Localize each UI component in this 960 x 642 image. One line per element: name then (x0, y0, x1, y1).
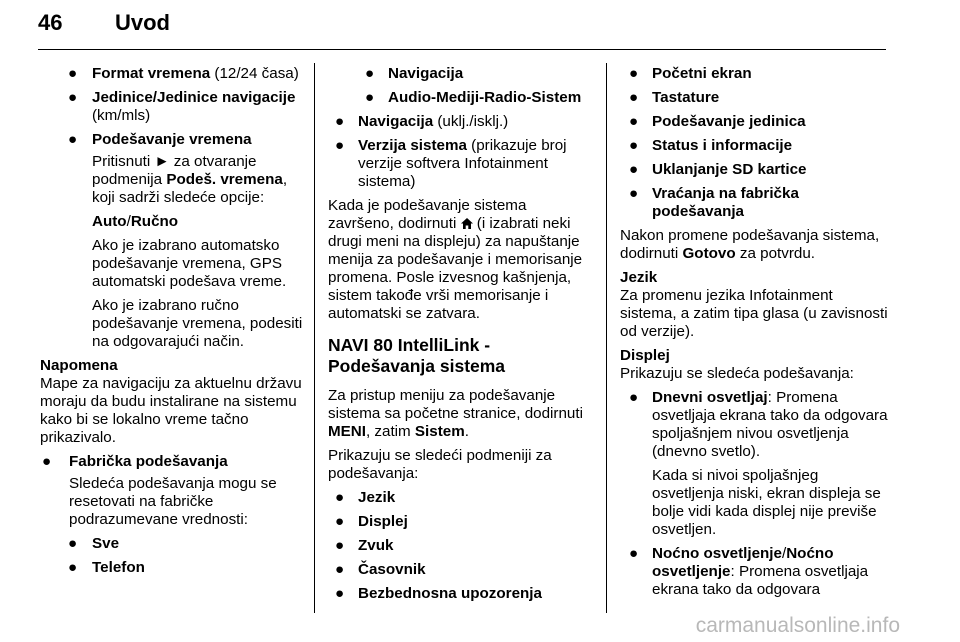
paragraph: Kada si nivoi spoljašnjeg osvetljenja niski, ekran displeja se bolje vidi kada displej nije previše osvetljen. (652, 467, 881, 538)
paragraph: Prikazuju se sledeći podmeniji za podešavanja: (328, 447, 552, 482)
subsection-title: Displej (620, 347, 670, 364)
option-manual: Ručno (130, 213, 179, 230)
bullet: ● (68, 131, 78, 148)
bullet: ● (42, 453, 52, 470)
list-item (40, 131, 306, 149)
bullet: ● (335, 585, 345, 602)
item-text: (km/mls) (92, 107, 151, 124)
text: za otvaranje podmenija (92, 153, 257, 188)
list-item (40, 89, 306, 125)
list-item (40, 535, 306, 553)
paragraph: Ako je izabrano ručno podešavanje vremena, podesiti na odgovarajući način. (92, 297, 303, 350)
bullet: ● (629, 545, 639, 562)
item-label: Jezik (358, 489, 396, 506)
paragraph: Prikazuju se sledeća podešavanja: (620, 365, 854, 382)
list-item (620, 161, 892, 179)
watermark: carmanualsonline.info (695, 614, 900, 637)
list-item (328, 489, 596, 507)
column-divider (314, 63, 315, 613)
note-text: Mape za navigaciju za aktuelnu državu moraju da budu instalirane na sistemu kako bi se lokalno vreme tačno prikazivalo. (40, 375, 302, 446)
column-2 (328, 65, 596, 609)
arrow-right-icon: ► (154, 153, 170, 170)
bullet: ● (68, 89, 78, 106)
item-label: Verzija sistema (358, 137, 467, 154)
item-label: Displej (358, 513, 408, 530)
bullet: ● (68, 535, 78, 552)
menu-name: Sistem (414, 423, 465, 440)
paragraph (328, 387, 596, 441)
item-text: (12/24 časa) (210, 65, 299, 82)
home-icon (461, 216, 473, 227)
column-divider (606, 63, 607, 613)
list-item (328, 585, 596, 603)
bullet: ● (68, 559, 78, 576)
list-item (620, 137, 892, 155)
item-text: (uklj./isklj.) (433, 113, 509, 130)
page-header (38, 5, 886, 50)
item-text: (prikazuje broj verzije softvera Infotainment sistema) (358, 137, 567, 190)
bullet: ● (629, 389, 639, 406)
list-item (620, 65, 892, 83)
item-label: Bezbednosna upozorenja (358, 585, 542, 602)
button-name: Gotovo (682, 245, 736, 262)
list-item (328, 89, 596, 107)
list-item (328, 513, 596, 531)
menu-name: MENI (328, 423, 366, 440)
text: (i izabrati neki drugi meni na displeju) za napuštanje menija za podešavanje i memorisanje promena. Posle izvesnog kašnjenja, sistem takođe vrši memorisanje i automatski se zatvara. (328, 215, 583, 322)
item-label: Status i informacije (652, 137, 793, 154)
item-label: Početni ekran (652, 65, 752, 82)
text: , zatim (365, 423, 415, 440)
list-item (328, 137, 596, 191)
column-1 (40, 65, 306, 583)
item-label: Zvuk (358, 537, 394, 554)
text: za potvrdu. (735, 245, 815, 262)
list-item (328, 65, 596, 83)
slash: / (126, 213, 131, 230)
item-label: Tastature (652, 89, 720, 106)
list-item (620, 89, 892, 107)
list-item (620, 113, 892, 131)
bullet: ● (629, 137, 639, 154)
bullet: ● (335, 513, 345, 530)
list-item (620, 185, 892, 221)
column-3 (620, 65, 892, 605)
bullet: ● (629, 113, 639, 130)
item-label: Noćno osvetljenje (652, 545, 834, 580)
list-item (40, 65, 306, 83)
item-label: Podešavanje jedinica (652, 113, 806, 130)
bullet: ● (335, 561, 345, 578)
list-item (328, 537, 596, 555)
item-label: Noćno osvetljenje (652, 545, 782, 562)
option-name (40, 213, 306, 231)
item-label: Vraćanja na fabrička podešavanja (652, 185, 799, 220)
item-label: Telefon (92, 559, 145, 576)
item-label: Audio-Mediji-Radio-Sistem (388, 89, 582, 106)
paragraph (40, 153, 306, 207)
item-label: Navigacija (358, 113, 434, 130)
item-label: Uklanjanje SD kartice (652, 161, 807, 178)
list-item (40, 559, 306, 577)
item-text: : Promena osvetljaja ekrana tako da odgovara spoljašnjem nivou osvetljenja (dnevno svetlo). (652, 389, 888, 460)
option-auto: Auto (92, 213, 127, 230)
list-item (620, 545, 892, 599)
bullet: ● (629, 65, 639, 82)
paragraph: Ako je izabrano automatsko podešavanje vremena, GPS automatski podešava vreme. (92, 237, 287, 290)
item-label: Sve (92, 535, 120, 552)
paragraph (620, 227, 892, 263)
text: . (464, 423, 469, 440)
item-label: Podešavanje vremena (92, 131, 252, 148)
item-label: Časovnik (358, 561, 426, 578)
item-label: Fabrička podešavanja (69, 453, 228, 470)
bullet: ● (365, 65, 375, 82)
list-item (620, 389, 892, 461)
bullet: ● (335, 489, 345, 506)
subsection-title: Jezik (620, 269, 658, 286)
paragraph: Sledeća podešavanja mogu se resetovati na fabričke podrazumevane vrednosti: (69, 475, 277, 528)
bullet: ● (629, 161, 639, 178)
bullet: ● (335, 113, 345, 130)
bullet: ● (68, 65, 78, 82)
list-item (40, 453, 306, 471)
item-label: Jedinice/Jedinice navigacije (92, 89, 296, 106)
item-text: : Promena osvetljaja ekrana tako da odgovara (652, 563, 869, 598)
bullet: ● (365, 89, 375, 106)
text: , koji sadrži sledeće opcije: (92, 171, 288, 206)
menu-name: Podeš. vremena (166, 171, 283, 188)
bullet: ● (335, 137, 345, 154)
note-title: Napomena (40, 357, 118, 374)
text: Nakon promene podešavanja sistema, dodirnuti (620, 227, 880, 262)
page-title: Uvod (115, 10, 170, 35)
bullet: ● (335, 537, 345, 554)
paragraph (328, 197, 596, 323)
item-label: Navigacija (388, 65, 464, 82)
text: Za pristup meniju za podešavanje sistema sa početne stranice, dodirnuti (328, 387, 583, 422)
item-label: Format vremena (92, 65, 211, 82)
page-number: 46 (38, 10, 63, 35)
bullet: ● (629, 185, 639, 202)
text: Kada je podešavanje sistema završeno, dodirnuti (328, 197, 527, 232)
slash: / (781, 545, 787, 562)
list-item (328, 113, 596, 131)
section-heading: NAVI 80 IntelliLink - Podešavanja sistema (328, 335, 506, 376)
bullet: ● (629, 89, 639, 106)
item-label: Dnevni osvetljaj (652, 389, 768, 406)
text: Pritisnuti (92, 153, 155, 170)
list-item (328, 561, 596, 579)
paragraph: Za promenu jezika Infotainment sistema, a zatim tipa glasa (u zavisnosti od verzije). (620, 287, 888, 340)
